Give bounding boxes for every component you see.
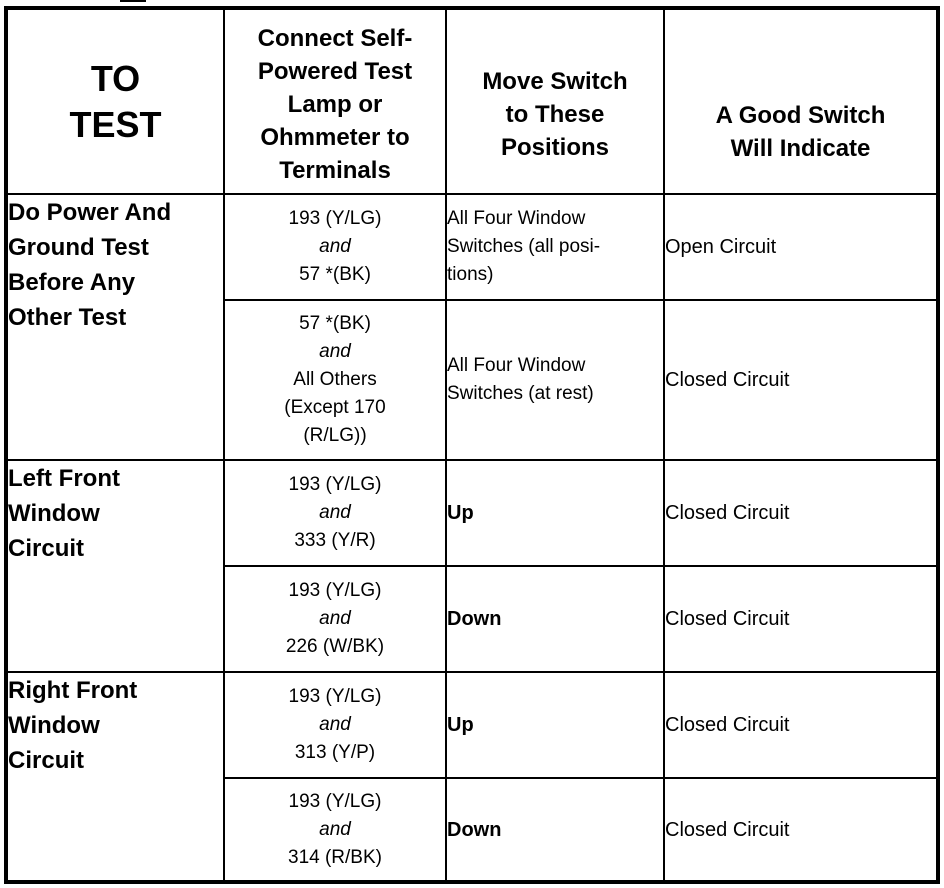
test-name-line: Circuit: [8, 747, 85, 774]
terminals-cell: [224, 672, 446, 778]
header-row: [6, 8, 938, 194]
terminal-label: 193 (Y/LG): [288, 580, 382, 601]
terminal-label: 57 *(BK): [299, 313, 371, 334]
test-name-line: Do Power And: [8, 199, 172, 226]
indicate-cell: Open Circuit: [664, 194, 938, 300]
table-row: [6, 460, 938, 566]
and-word: and: [319, 714, 351, 735]
header-good-line: A Good Switch: [715, 101, 886, 129]
positions-cell: Down: [446, 566, 664, 672]
indicate-cell: Closed Circuit: [664, 672, 938, 778]
switch-test-table: [4, 6, 940, 884]
indicate-cell: Closed Circuit: [664, 566, 938, 672]
and-word: and: [319, 341, 351, 362]
test-name-power-ground: [6, 194, 224, 460]
header-connect-line: Ohmmeter to: [260, 124, 410, 151]
and-word: and: [319, 236, 351, 257]
and-word: and: [319, 502, 351, 523]
test-name-line: Window: [8, 712, 100, 739]
test-name-line: Other Test: [8, 304, 127, 331]
header-move-line: Move Switch: [482, 68, 628, 95]
header-to-test-line: TEST: [69, 103, 162, 145]
header-connect-line: Connect Self-: [257, 25, 413, 52]
terminal-label: 193 (Y/LG): [288, 790, 382, 812]
test-name-right-front: [6, 672, 224, 882]
terminals-cell: [224, 300, 446, 460]
test-name-left-front: [6, 460, 224, 672]
header-good-line: Will Indicate: [730, 134, 871, 162]
terminal-label: 57 *(BK): [299, 264, 371, 285]
header-move-line: to These: [505, 101, 605, 128]
table-row: [6, 672, 938, 778]
indicate-cell: Closed Circuit: [664, 460, 938, 566]
position-line: All Four Window: [447, 208, 586, 229]
positions-cell: Up: [446, 460, 664, 566]
test-name-line: Left Front: [8, 465, 120, 492]
positions-cell: [446, 194, 664, 300]
positions-cell: [446, 300, 664, 460]
terminal-label: 314 (R/BK): [288, 846, 382, 868]
terminal-label: 333 (Y/R): [294, 530, 376, 551]
positions-cell: Up: [446, 672, 664, 778]
header-move-line: Positions: [500, 134, 609, 161]
test-name-line: Circuit: [8, 535, 85, 562]
header-move-switch: [446, 8, 664, 194]
test-name-line: Right Front: [8, 677, 138, 704]
header-connect-line: Terminals: [279, 157, 391, 184]
positions-cell: Down: [446, 778, 664, 882]
terminals-cell: [224, 194, 446, 300]
position-line: All Four Window: [447, 355, 586, 376]
header-good-switch: [664, 8, 938, 194]
and-word: and: [319, 608, 351, 629]
terminals-cell: [224, 566, 446, 672]
header-connect-terminals: [224, 8, 446, 194]
table-row: [6, 194, 938, 300]
terminals-cell: [224, 460, 446, 566]
terminal-label: (R/LG)): [303, 425, 367, 446]
terminal-label: 313 (Y/P): [294, 742, 376, 763]
indicate-cell: Closed Circuit: [664, 778, 938, 882]
terminal-label: 193 (Y/LG): [288, 686, 382, 707]
position-line: Switches (at rest): [447, 383, 594, 404]
terminal-label: All Others: [293, 369, 377, 390]
position-line: Switches (all posi-: [447, 236, 601, 257]
and-word: and: [319, 818, 351, 840]
test-name-line: Ground Test: [8, 234, 149, 261]
terminal-label: 193 (Y/LG): [288, 474, 382, 495]
header-to-test-line: TO: [90, 57, 141, 99]
position-line: tions): [447, 264, 494, 285]
indicate-cell: Closed Circuit: [664, 300, 938, 460]
terminal-label: 226 (W/BK): [285, 636, 385, 657]
terminals-cell: [224, 778, 446, 882]
header-connect-line: Lamp or: [287, 91, 383, 118]
terminal-label: (Except 170: [284, 397, 386, 418]
test-name-line: Window: [8, 500, 100, 527]
header-connect-line: Powered Test: [257, 58, 413, 85]
header-to-test: [6, 8, 224, 194]
terminal-label: 193 (Y/LG): [288, 208, 382, 229]
test-name-line: Before Any: [8, 269, 136, 296]
